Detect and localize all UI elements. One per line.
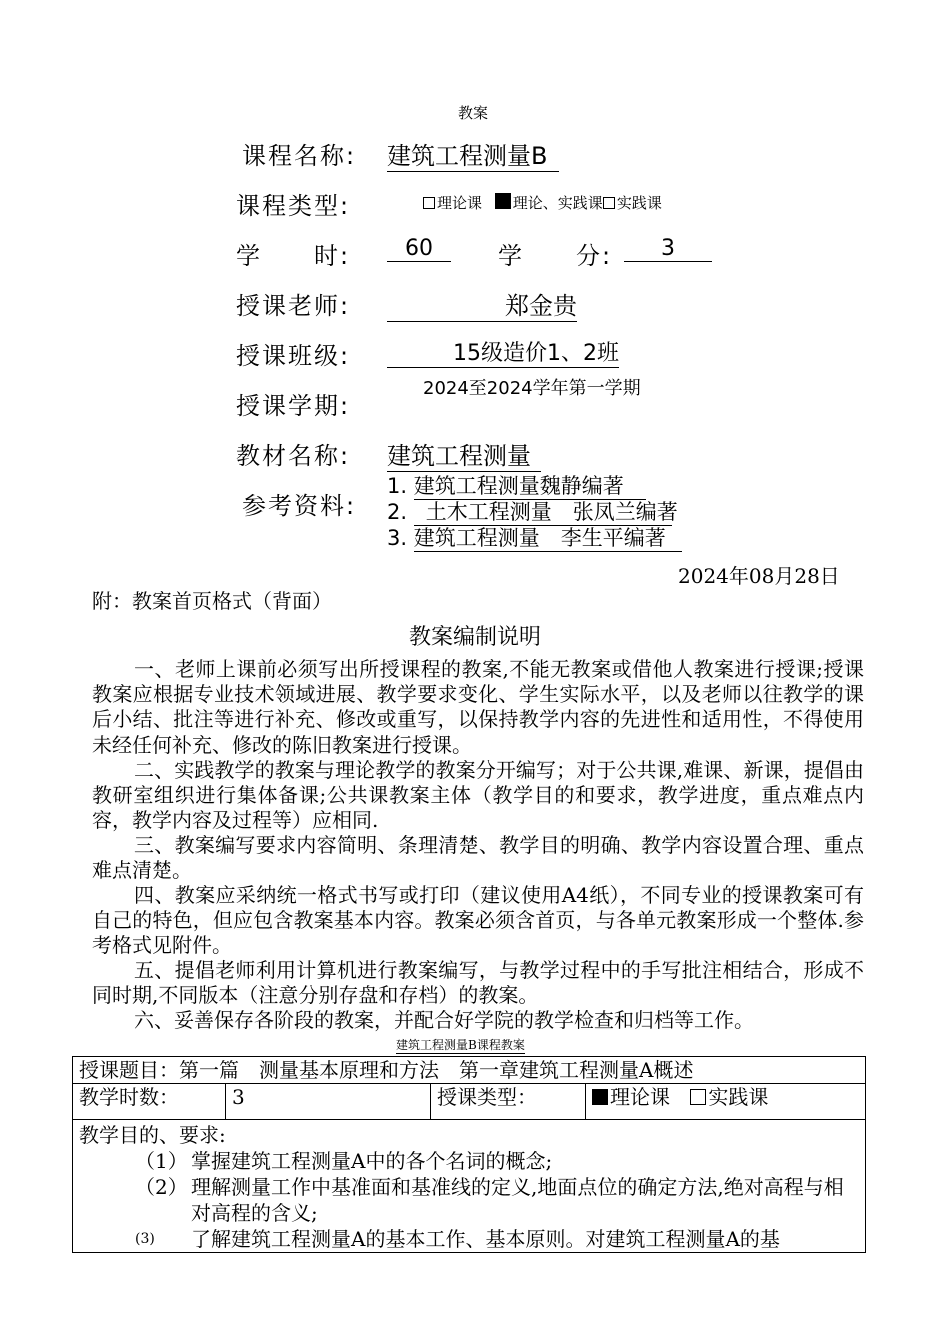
appendix-paragraph: 六、妥善保存各阶段的教案，并配合好学院的教学检查和归档等工作。 — [134, 1008, 754, 1032]
appendix-paragraph: 一、老师上课前必须写出所授课程的教案,不能无教案或借他人教案进行授课;授课教案应根据专业技术领域进展、教学要求变化、学生实际水平，以及老师以往教学的课后小结、批注等进行补充、修改或重写，以保持教学内容的先进性和适用性，不得使用未经任何补充、修改的陈旧教案进行授课。 — [92, 657, 864, 757]
appendix-paragraph: 二、实践教学的教案与理论教学的教案分开编写；对于公共课,难课、新课，提倡由教研室组织进行集体备课;公共课教案主体（教学目的和要求，教学进度，重点难点内容，教学内容及过程等）应相同. — [92, 758, 864, 833]
credits-label: 学 分: — [498, 242, 613, 270]
lesson-page-header: 建筑工程测量B课程教案 — [396, 1038, 525, 1052]
hours-cell-value: 3 — [226, 1084, 431, 1120]
checkbox-empty-icon — [603, 197, 615, 209]
reference-item: 3. 建筑工程测量 李生平编著 — [387, 526, 682, 552]
objective-item: （2） 理解测量工作中基准面和基准线的定义,地面点位的确定方法,绝对高程与相对高程的含义; — [135, 1175, 844, 1225]
reference-item: 2. 土木工程测量 张凤兰编著 — [387, 500, 678, 524]
term-value: 2024至2024学年第一学期 — [423, 378, 641, 399]
class-label: 授课班级: — [236, 342, 351, 370]
checkbox-filled-icon — [592, 1089, 608, 1105]
appendix-paragraph: 五、提倡老师利用计算机进行教案编写，与教学过程中的手写批注相结合，形成不同时期,不同版本（注意分别存盘和存档）的教案。 — [92, 958, 864, 1008]
course-type-options: 理论课 理论、实践课 实践课 — [423, 192, 662, 213]
reference-item: 1. 建筑工程测量魏静编著 — [387, 474, 682, 500]
hours-label: 学 时: — [236, 242, 351, 270]
type-cell-label: 授课类型： — [431, 1084, 586, 1120]
hours-value: 60 — [387, 236, 451, 262]
objectives-cell — [73, 1120, 866, 1253]
appendix-title: 教案编制说明 — [408, 625, 541, 650]
objective-item: (3) 了解建筑工程测量A的基本工作、基本原则。对建筑工程测量A的基 — [135, 1227, 780, 1251]
course-type-label: 课程类型: — [236, 192, 351, 220]
references-label: 参考资料: — [242, 492, 357, 520]
course-name-label: 课程名称: — [242, 142, 357, 170]
table-row — [73, 1084, 866, 1120]
lesson-topic: 授课题目：第一篇 测量基本原理和方法 第一章建筑工程测量A概述 — [73, 1057, 866, 1084]
appendix-paragraph: 四、教案应采纳统一格式书写或打印（建议使用A4纸），不同专业的授课教案可有自己的特色，但应包含教案基本内容。教案必须含首页，与各单元教案形成一个整体.参考格式见附件。 — [92, 883, 864, 958]
table-row — [73, 1120, 866, 1253]
teacher-value: 郑金贵 — [387, 286, 577, 322]
lesson-table — [72, 1056, 866, 1253]
teacher-label: 授课老师: — [236, 292, 351, 320]
objectives-label: 教学目的、要求: — [79, 1123, 226, 1147]
hours-cell-label: 教学时数： — [73, 1084, 226, 1120]
type-cell-value: 理论课 实践课 — [586, 1084, 866, 1120]
top-title: 教案 — [458, 104, 489, 122]
textbook-value: 建筑工程测量 — [387, 436, 541, 472]
cover-date: 2024年08月28日 — [678, 564, 840, 588]
objective-item: （1） 掌握建筑工程测量A中的各个名词的概念; — [135, 1149, 553, 1173]
references-list — [387, 474, 682, 552]
checkbox-filled-icon — [495, 193, 511, 209]
checkbox-empty-icon — [423, 197, 435, 209]
term-label: 授课学期: — [236, 392, 351, 420]
credits-value: 3 — [624, 236, 712, 262]
checkbox-empty-icon — [690, 1089, 706, 1105]
appendix-paragraph: 三、教案编写要求内容简明、条理清楚、教学目的明确、教学内容设置合理、重点难点清楚。 — [92, 833, 864, 883]
table-row — [73, 1057, 866, 1084]
course-name-value: 建筑工程测量B — [387, 136, 559, 172]
class-value: 15级造价1、2班 — [387, 336, 619, 368]
appendix-heading: 附：教案首页格式（背面） — [92, 589, 332, 613]
textbook-label: 教材名称: — [236, 442, 351, 470]
